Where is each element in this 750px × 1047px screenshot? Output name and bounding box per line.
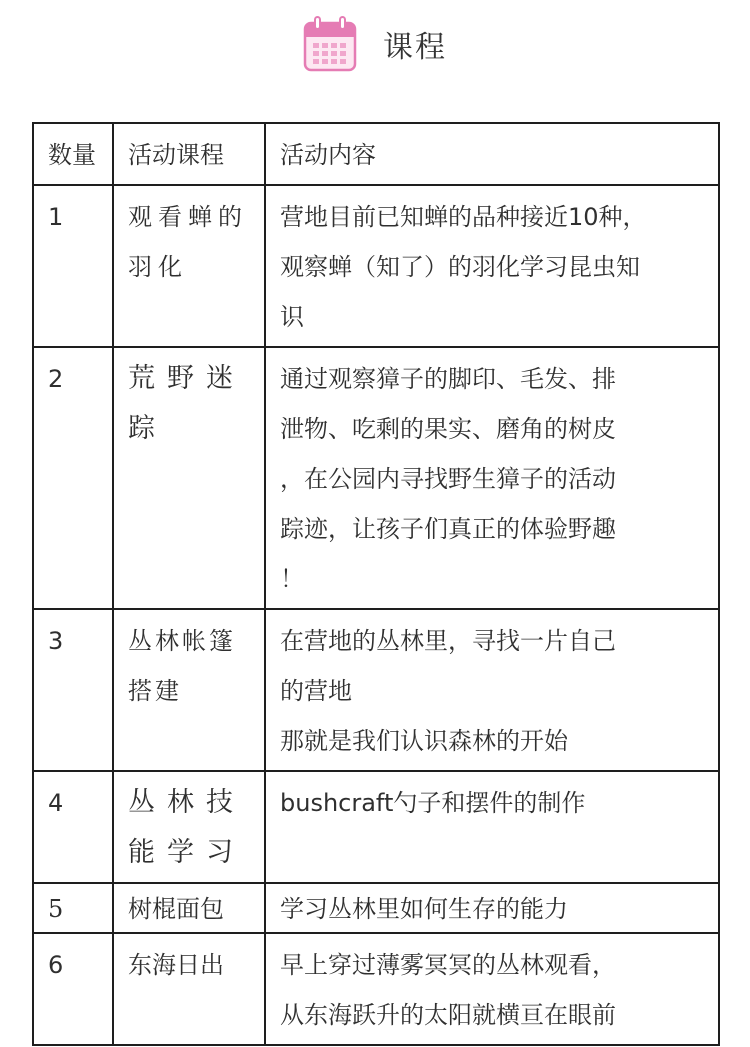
content-line: 早上穿过薄雾冥冥的丛林观看， (280, 951, 616, 979)
row-num: 5 (33, 883, 113, 933)
course-table (32, 122, 720, 1046)
content-line: 那就是我们认识森林的开始 (280, 727, 568, 755)
content-line: 在营地的丛林里，寻找一片自己 (280, 627, 616, 655)
row-content (265, 609, 719, 771)
content-line: 泄物、吃剩的果实、磨角的树皮 (280, 415, 616, 443)
row-activity: 丛林技能学习 (113, 771, 265, 883)
content-line: ，在公园内寻找野生獐子的活动 (280, 465, 616, 493)
content-line: 营地目前已知蝉的品种接近10种， (280, 203, 647, 231)
content-line: ！ (280, 565, 304, 593)
row-num: 6 (33, 933, 113, 1045)
table-row (33, 609, 719, 771)
row-activity: 荒野迷踪 (113, 347, 265, 609)
table-header-row (33, 123, 719, 185)
row-activity: 丛林帐篷搭建 (113, 609, 265, 771)
row-num: 2 (33, 347, 113, 609)
header-num: 数量 (33, 123, 113, 185)
content-line: 识 (280, 303, 304, 331)
content-line: 踪迹，让孩子们真正的体验野趣 (280, 515, 616, 543)
table-row (33, 933, 719, 1045)
row-activity: 树棍面包 (113, 883, 265, 933)
row-activity: 观看蝉的羽化 (113, 185, 265, 347)
row-num: 1 (33, 185, 113, 347)
content-line: 从东海跃升的太阳就横亘在眼前 (280, 1001, 616, 1029)
page-title: 课程 (383, 30, 447, 65)
table-row (33, 771, 719, 883)
row-content (265, 347, 719, 609)
table-row (33, 347, 719, 609)
content-line: bushcraft勺子和摆件的制作 (280, 789, 586, 817)
content-line: 学习丛林里如何生存的能力 (280, 895, 568, 923)
row-num: 3 (33, 609, 113, 771)
row-activity: 东海日出 (113, 933, 265, 1045)
row-content (265, 771, 719, 883)
row-content (265, 185, 719, 347)
content-line: 的营地 (280, 677, 352, 705)
header-activity: 活动课程 (113, 123, 265, 185)
table-row (33, 185, 719, 347)
content-line: 观察蝉（知了）的羽化学习昆虫知 (280, 253, 640, 281)
row-content (265, 883, 719, 933)
header-content: 活动内容 (265, 123, 719, 185)
page-header (0, 14, 750, 74)
content-line: 通过观察獐子的脚印、毛发、排 (280, 365, 616, 393)
calendar-icon (303, 16, 357, 72)
row-content (265, 933, 719, 1045)
row-num: 4 (33, 771, 113, 883)
table-row (33, 883, 719, 933)
